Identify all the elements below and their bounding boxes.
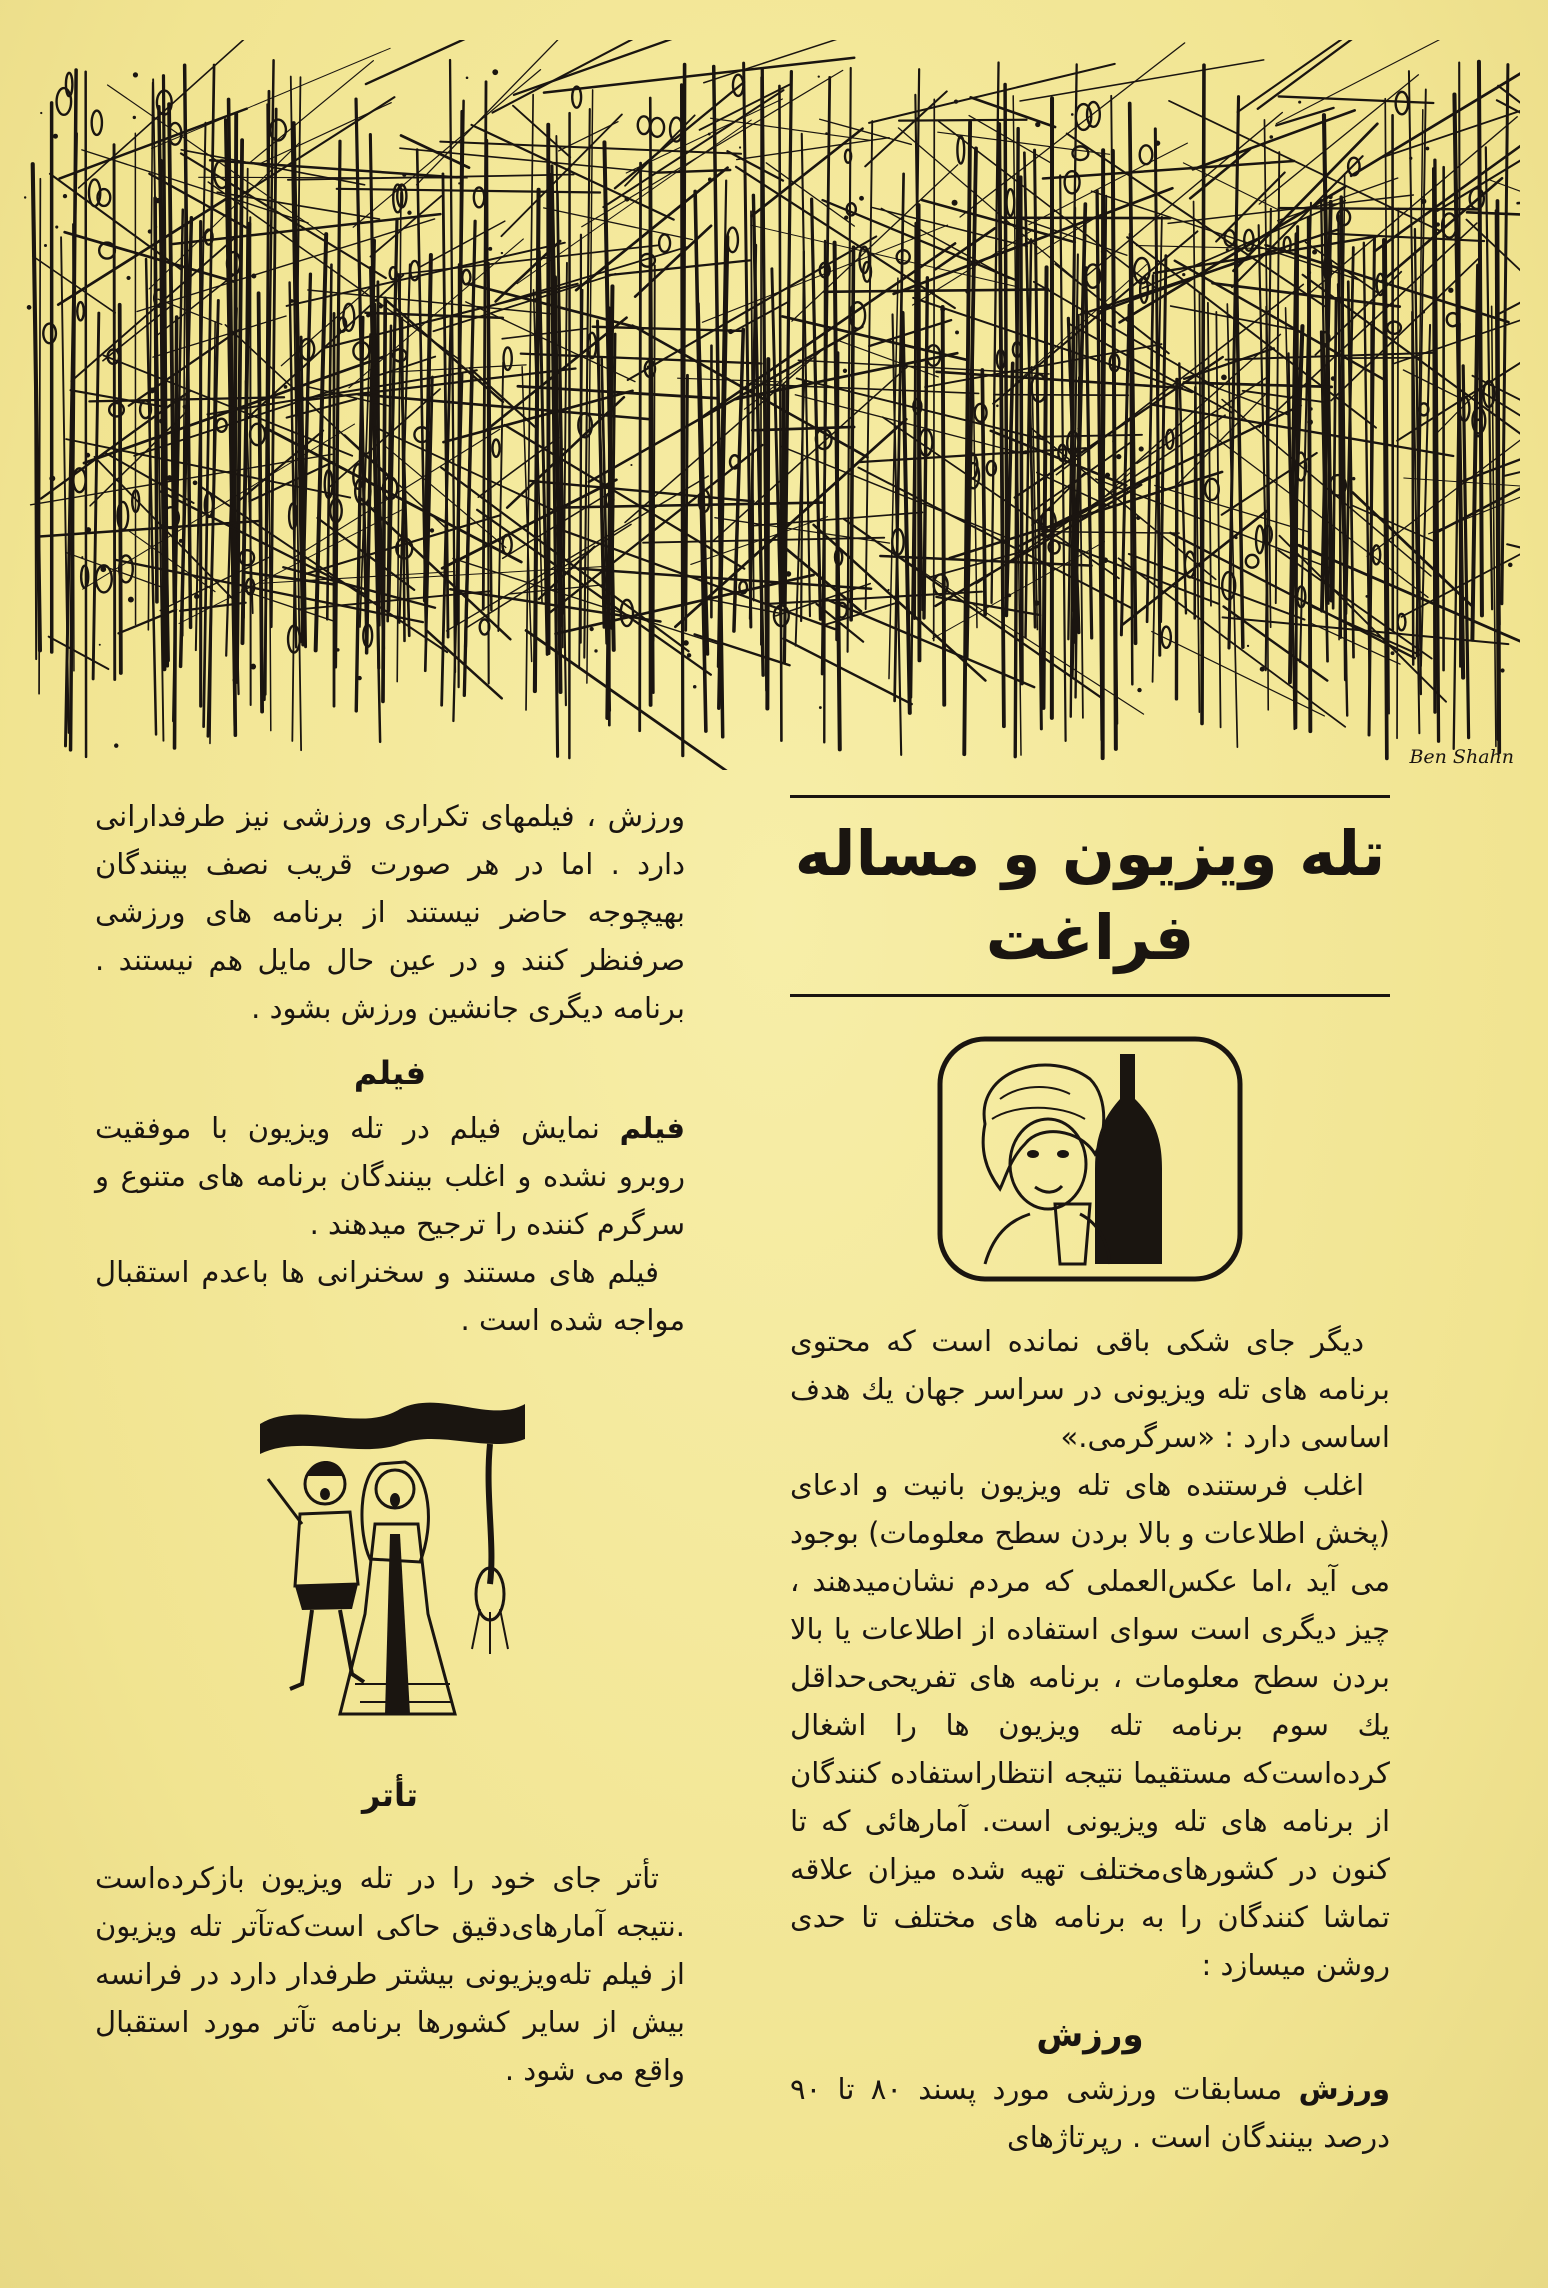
film-paragraph-2: فیلم های مستند و سخنرانی ها باعدم استقبال مواجه شده است . [95, 1255, 685, 1337]
right-column [790, 795, 1390, 2161]
film-heading: فیلم [353, 1054, 427, 1092]
sport-lead: ورزش [1298, 2072, 1391, 2106]
theater-paragraph: تأتر جای خود را در تله ویزیون بازکرده‌است .نتیجه آمارهای‌دقیق حاکی است‌که‌تآتر تله ویزیون از فیلم تله‌ویزیونی بیشتر طرفدار دارد در فرانسه بیش از سایر کشورها برنامه تآتر مورد استقبال واقع می شود . [95, 1861, 685, 2087]
sport-text: مسابقات ورزشی مورد پسند ۸۰ تا ۹۰ درصد بینندگان است . رپرتاژهای [790, 2072, 1390, 2154]
film-text: نمایش فیلم در تله ویزیون با موفقیت روبرو نشده و اغلب بینندگان برنامه های متنوع و سرگرم کننده را ترجیح میدهند . [95, 1111, 685, 1241]
sport-paragraph [790, 2065, 1390, 2161]
intro-paragraph: دیگر جای شکی باقی نمانده است که محتوی برنامه های تله ویزیونی در سراسر جهان یك هدف اساسی دارد : «سرگرمی.» [790, 1324, 1390, 1454]
sport-continued-paragraph: ورزش ، فیلمهای تکراری ورزشی نیز طرفدارانی دارد . اما در هر صورت قریب نصف بینندگان بهیچوجه حاضر نیستند از برنامه های ورزشی صرفنظر کنند و در عین حال مایل هم نیستند . برنامه دیگری جانشین ورزش بشود . [95, 799, 685, 1025]
film-paragraph [95, 1104, 685, 1248]
theater-illustration [240, 1384, 540, 1724]
intro-paragraph-2: اغلب فرستنده های تله ویزیون بانیت و ادعای (پخش اطلاعات و بالا بردن سطح معلومات) بوجود می آید ،اما عکس‌العملی که مردم نشان‌میدهند ، چیز دیگری است سوای استفاده از اطلاعات یا بالا بردن سطح معلومات ، برنامه های تفریحی‌حداقل یك سوم برنامه تله ویزیون ها را اشغال کرده‌است‌که مستقیما نتیجه انتظاراستفاده کنندگان از برنامه های تله ویزیونی است. آمارهائی که تا کنون در کشورهای‌مختلف تهیه شده میزان علاقه تماشا کنندگان را به برنامه های مختلف تا حدی روشن میسازد : [790, 1468, 1390, 1982]
woman-with-bottle-illustration [930, 1029, 1250, 1289]
artist-signature: Ben Shahn [1409, 746, 1514, 768]
film-lead: فیلم [619, 1111, 686, 1145]
left-column [95, 792, 685, 2094]
antenna-illustration [20, 40, 1520, 770]
theater-heading: تأتر [362, 1776, 418, 1814]
sport-heading: ورزش [1036, 2015, 1144, 2055]
article-title: تله ویزیون و مساله فراغت [794, 817, 1386, 974]
title-bottom-rule [790, 994, 1390, 997]
